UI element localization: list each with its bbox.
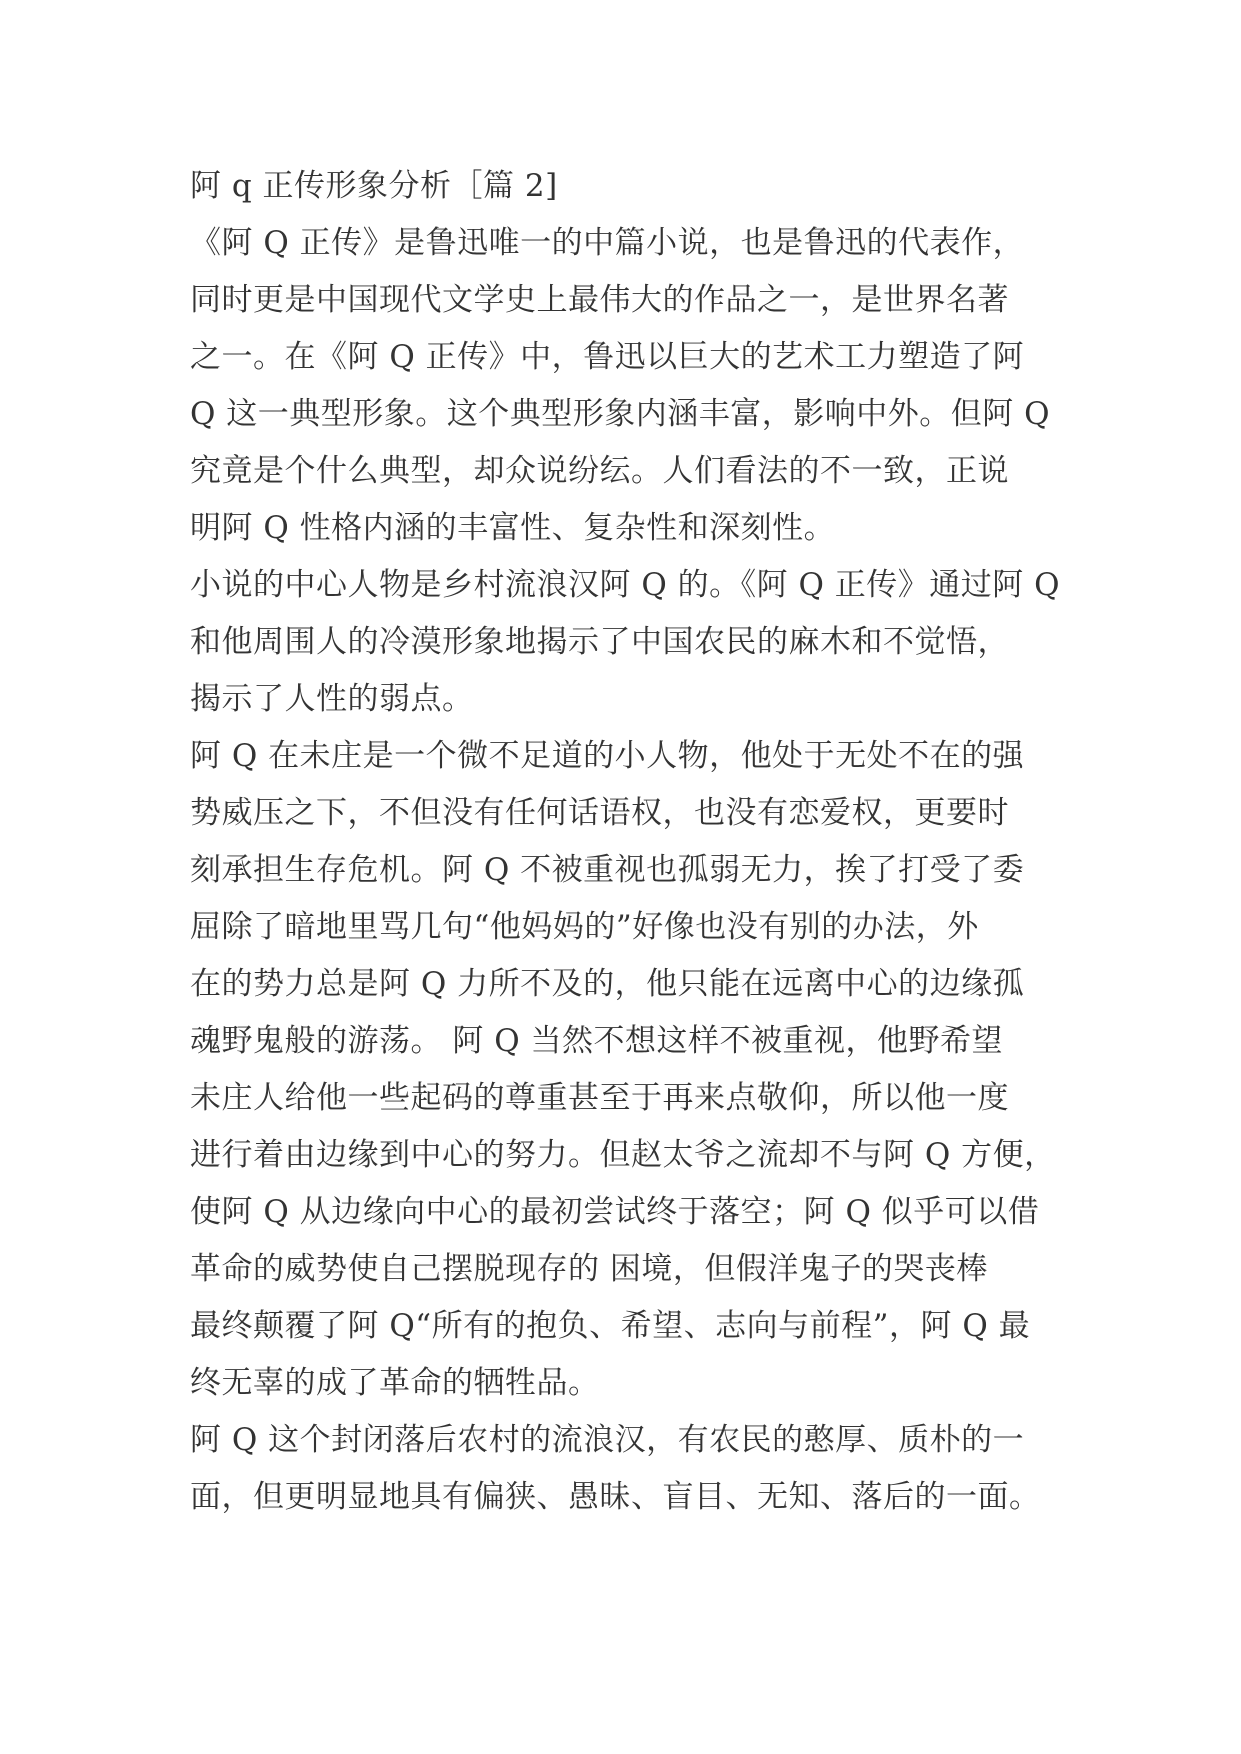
paragraph-2-line-1: 小说的中心人物是乡村流浪汉阿 Q 的。《阿 Q 正传》通过阿 Q [190, 567, 1061, 603]
paragraph-4-line-2: 面，但更明显地具有偏狭、愚昧、盲目、无知、落后的一面。 [190, 1479, 1041, 1515]
paragraph-3-line-9: 使阿 Q 从边缘向中心的最初尝试终于落空；阿 Q 似乎可以借 [190, 1194, 1040, 1230]
paragraph-1-line-3: 之一。在《阿 Q 正传》中，鲁迅以巨大的艺术工力塑造了阿 [190, 339, 1025, 375]
paragraph-1-line-1: 《阿 Q 正传》是鲁迅唯一的中篇小说，也是鲁迅的代表作， [190, 225, 1025, 261]
paragraph-1-line-4: Q 这一典型形象。这个典型形象内涵丰富，影响中外。但阿 Q [190, 396, 1051, 432]
paragraph-3-line-1: 阿 Q 在未庄是一个微不足道的小人物，他处于无处不在的强 [190, 738, 1025, 774]
paragraph-1-line-5: 究竟是个什么典型，却众说纷纭。人们看法的不一致，正说 [190, 453, 1009, 489]
paragraph-3-line-10: 革命的威势使自己摆脱现存的 困境，但假洋鬼子的哭丧棒 [190, 1251, 988, 1287]
document-title: 阿 q 正传形象分析［篇 2] [190, 168, 558, 204]
document-body [190, 158, 1061, 1526]
paragraph-2-line-3: 揭示了人性的弱点。 [190, 681, 474, 717]
paragraph-3-line-11: 最终颠覆了阿 Q“所有的抱负、希望、志向与前程”，阿 Q 最 [190, 1308, 1031, 1344]
paragraph-3-line-3: 刻承担生存危机。阿 Q 不被重视也孤弱无力，挨了打受了委 [190, 852, 1025, 888]
paragraph-2-line-2: 和他周围人的冷漠形象地揭示了中国农民的麻木和不觉悟， [190, 624, 1009, 660]
paragraph-3-line-8: 进行着由边缘到中心的努力。但赵太爷之流却不与阿 Q 方便， [190, 1137, 1056, 1173]
paragraph-3-line-2: 势威压之下，不但没有任何话语权，也没有恋爱权，更要时 [190, 795, 1009, 831]
paragraph-4-line-1: 阿 Q 这个封闭落后农村的流浪汉，有农民的憨厚、质朴的一 [190, 1422, 1025, 1458]
paragraph-1-line-6: 明阿 Q 性格内涵的丰富性、复杂性和深刻性。 [190, 510, 836, 546]
paragraph-3-line-12: 终无辜的成了革命的牺牲品。 [190, 1365, 600, 1401]
paragraph-3-line-4: 屈除了暗地里骂几句“他妈妈的”好像也没有别的办法，外 [190, 909, 979, 945]
paragraph-3-line-6: 魂野鬼般的游荡。 阿 Q 当然不想这样不被重视，他野希望 [190, 1023, 1003, 1059]
paragraph-3-line-5: 在的势力总是阿 Q 力所不及的，他只能在远离中心的边缘孤 [190, 966, 1025, 1002]
paragraph-1-line-2: 同时更是中国现代文学史上最伟大的作品之一，是世界名著 [190, 282, 1009, 318]
paragraph-3-line-7: 未庄人给他一些起码的尊重甚至于再来点敬仰，所以他一度 [190, 1080, 1009, 1116]
